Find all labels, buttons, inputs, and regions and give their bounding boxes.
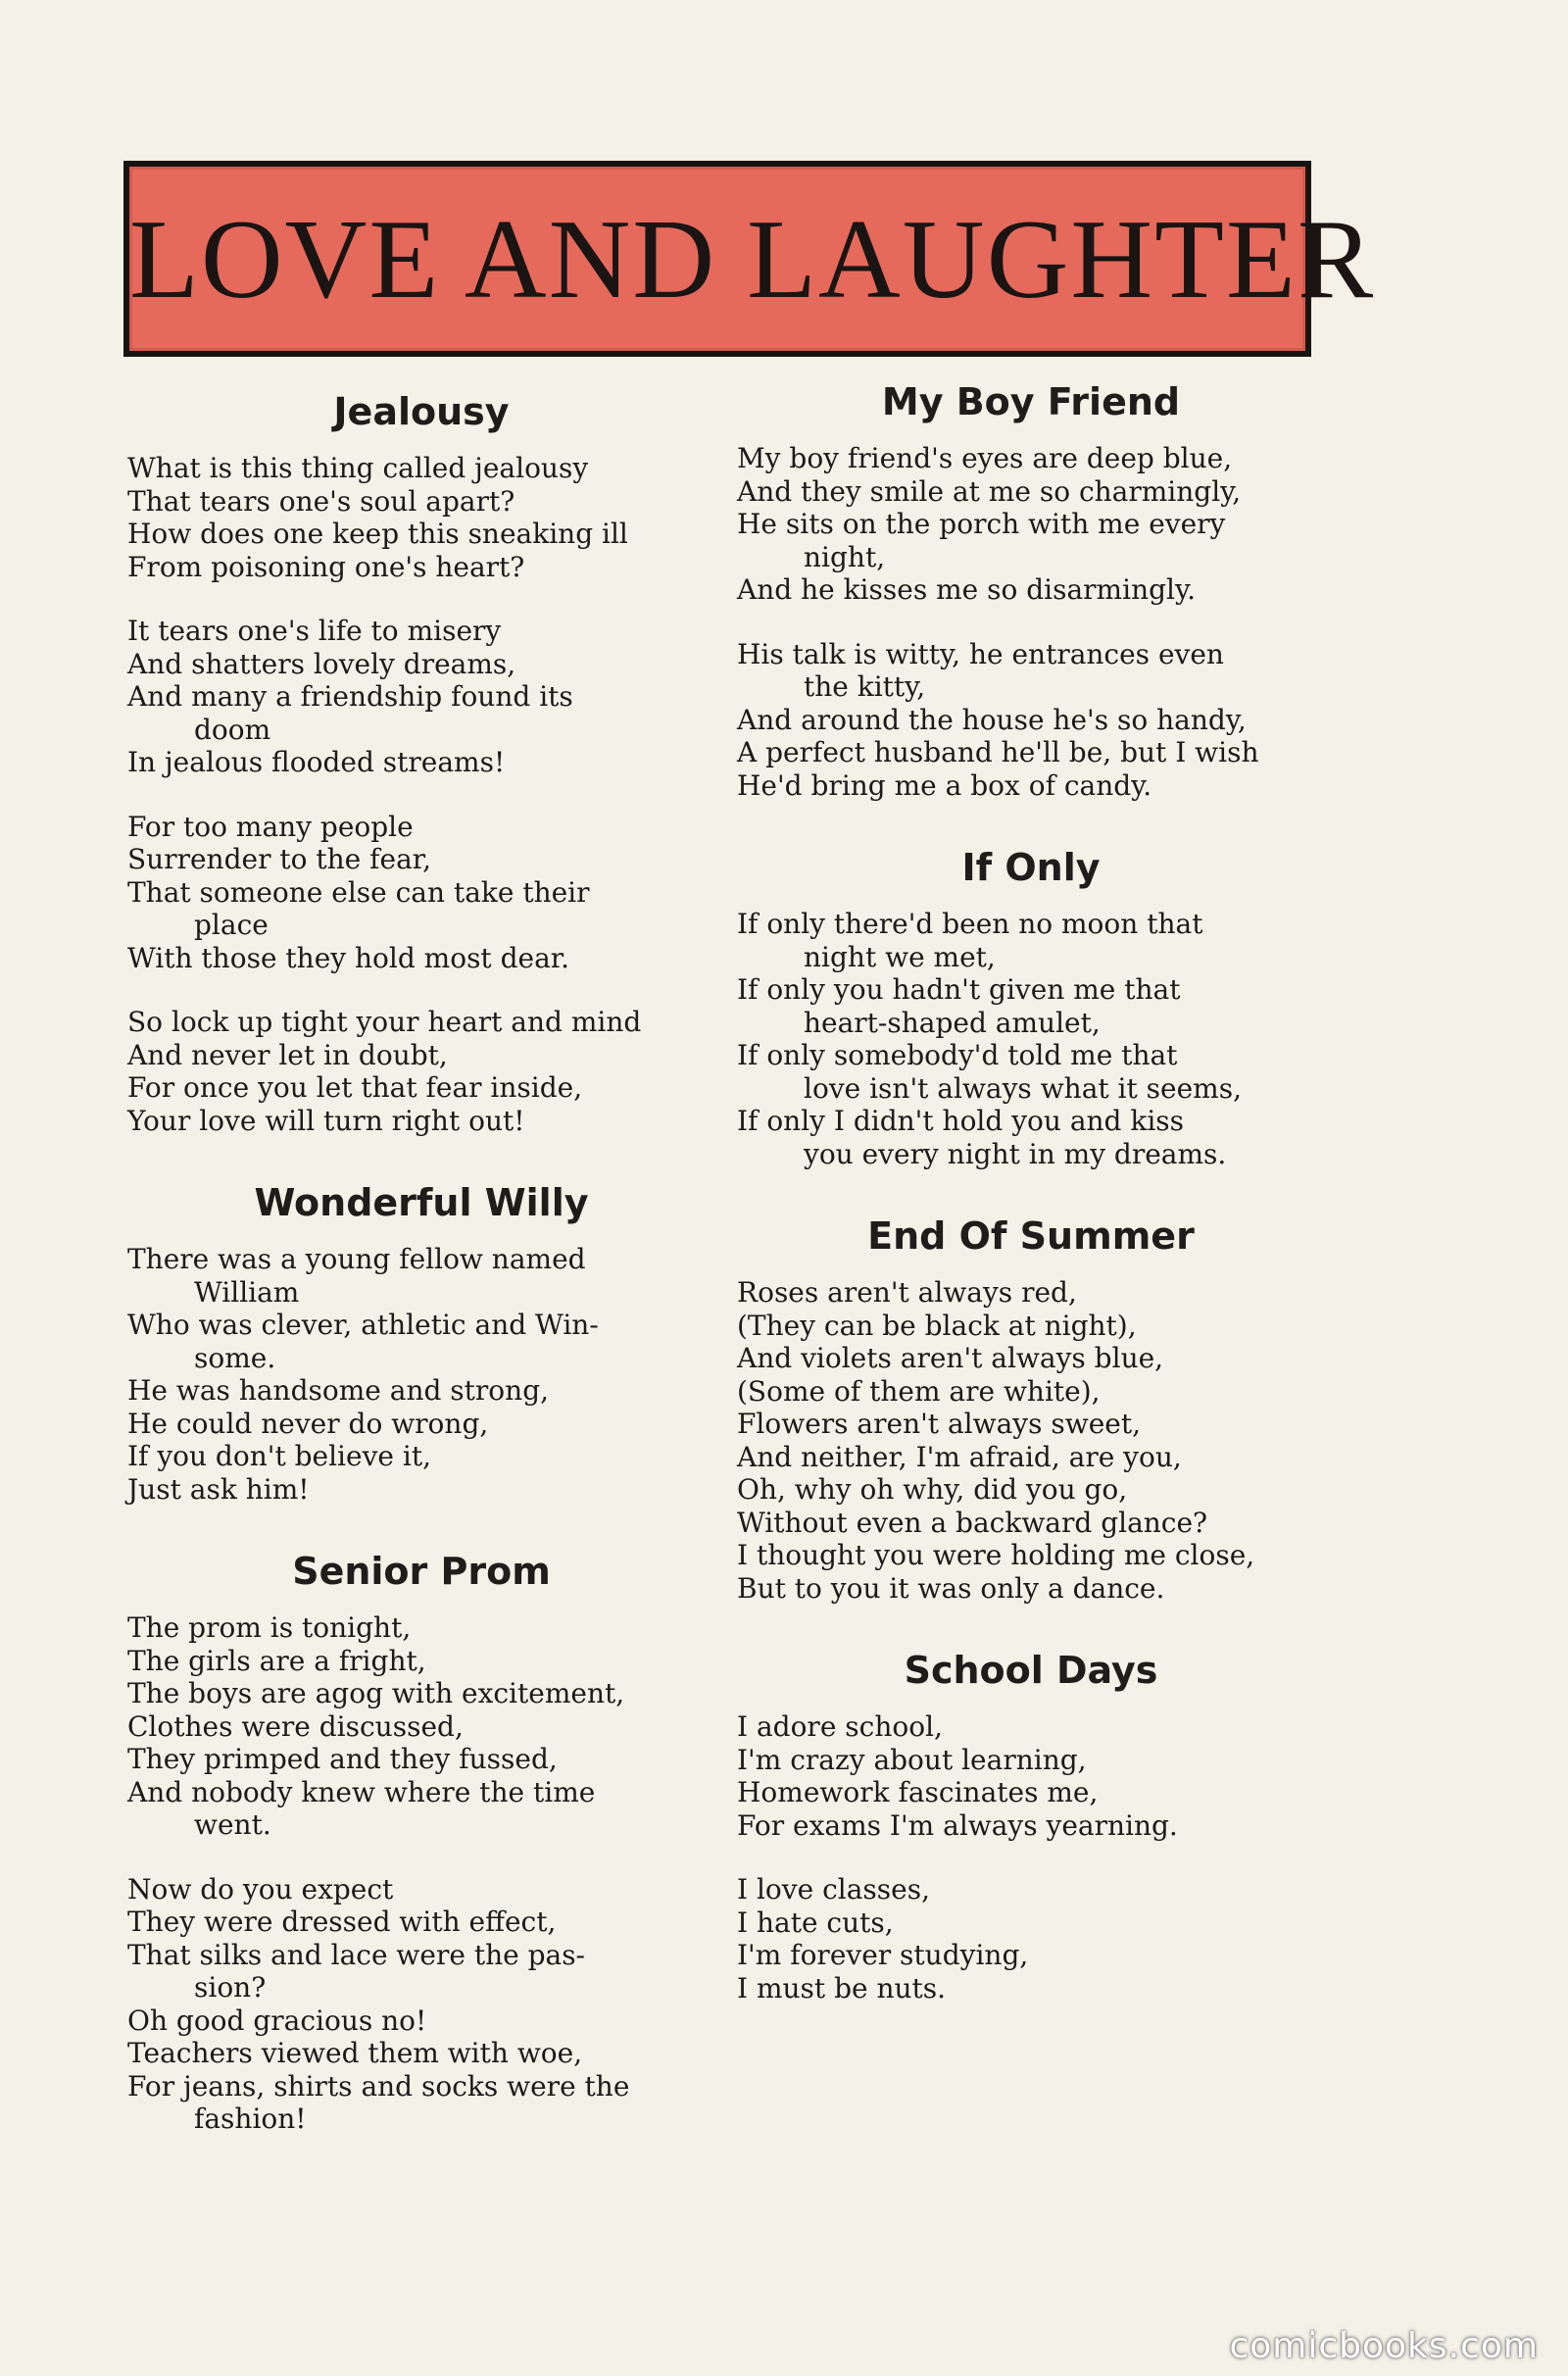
poem-line: So lock up tight your heart and mind bbox=[127, 1006, 642, 1038]
stanza bbox=[127, 1243, 715, 1506]
stanza bbox=[127, 615, 715, 779]
poem-line: And violets aren't always blue, bbox=[737, 1342, 1164, 1374]
poem-line: And many a friendship found its bbox=[127, 680, 573, 713]
stanza bbox=[127, 452, 715, 583]
poem-line: In jealous flooded streams! bbox=[127, 746, 506, 778]
poem-line: From poisoning one's heart? bbox=[127, 550, 525, 583]
poem-line: you every night in my dreams. bbox=[804, 1137, 1227, 1170]
poem-school-days bbox=[737, 1646, 1325, 2005]
poem-line: They primped and they fussed, bbox=[127, 1743, 558, 1775]
poem-line: If only there'd been no moon that bbox=[737, 908, 1203, 940]
poem-title: End Of Summer bbox=[867, 1214, 1195, 1258]
poem-line: Oh good gracious no! bbox=[127, 2004, 427, 2037]
poem-line: With those they hold most dear. bbox=[127, 941, 569, 974]
poem-line: Clothes were discussed, bbox=[127, 1709, 464, 1743]
poem-line: The boys are agog with excitement, bbox=[127, 1677, 625, 1709]
poem-line: night, bbox=[804, 540, 886, 573]
poem-line: went. bbox=[194, 1808, 271, 1841]
stanza bbox=[737, 908, 1325, 1170]
poem-line: Surrender to the fear, bbox=[127, 843, 431, 875]
poem-line: fashion! bbox=[194, 2103, 307, 2135]
stanza bbox=[737, 1710, 1325, 1842]
poem-line: (They can be black at night), bbox=[737, 1309, 1137, 1342]
poem-line: If only somebody'd told me that bbox=[737, 1039, 1178, 1071]
watermark: comicbooks.com bbox=[1229, 2326, 1539, 2366]
poem-end-of-summer bbox=[737, 1212, 1325, 1605]
poem-line: That someone else can take their bbox=[127, 875, 590, 909]
poem-title: My Boy Friend bbox=[881, 380, 1181, 423]
poem-line: And never let in doubt, bbox=[127, 1038, 448, 1071]
poem-line: But to you it was only a dance. bbox=[737, 1571, 1165, 1605]
poem-line: How does one keep this sneaking ill bbox=[127, 518, 628, 550]
poem-line: night we met, bbox=[804, 940, 996, 973]
poem-line: A perfect husband he'll be, but I wish bbox=[737, 736, 1259, 768]
stanza bbox=[127, 1873, 715, 2136]
poem-my-boy-friend bbox=[737, 377, 1325, 802]
stanza bbox=[127, 1006, 715, 1137]
stanza bbox=[737, 1276, 1325, 1605]
poem-line: That tears one's soul apart? bbox=[127, 484, 515, 518]
poem-title: Wonderful Willy bbox=[254, 1181, 589, 1224]
poem-line: They were dressed with effect, bbox=[127, 1906, 557, 1938]
poem-wonderful-willy bbox=[127, 1178, 715, 1506]
poem-line: heart-shaped amulet, bbox=[804, 1006, 1101, 1039]
poem-line: There was a young fellow named bbox=[127, 1243, 586, 1275]
poem-jealousy bbox=[127, 387, 715, 1137]
poem-line: I thought you were holding me close, bbox=[737, 1539, 1255, 1571]
poem-line: And he kisses me so disarmingly. bbox=[737, 573, 1196, 606]
poem-line: I must be nuts. bbox=[737, 1971, 947, 2005]
poem-line: sion? bbox=[194, 1971, 267, 2004]
poem-line: He was handsome and strong, bbox=[127, 1374, 550, 1407]
poem-line: I love classes, bbox=[737, 1873, 930, 1906]
poem-line: He'd bring me a box of candy. bbox=[737, 768, 1152, 802]
poem-senior-prom bbox=[127, 1547, 715, 2136]
poem-line: If you don't believe it, bbox=[127, 1440, 431, 1472]
poem-line: And around the house he's so handy, bbox=[737, 703, 1247, 736]
poem-line: For jeans, shirts and socks were the bbox=[127, 2069, 630, 2103]
poem-line: Just ask him! bbox=[127, 1472, 310, 1506]
poem-line: Flowers aren't always sweet, bbox=[737, 1408, 1141, 1440]
poem-line: Teachers viewed them with woe, bbox=[127, 2037, 583, 2069]
poem-line: The girls are a fright, bbox=[127, 1644, 426, 1677]
poem-line: That silks and lace were the pas- bbox=[127, 1938, 586, 1971]
poem-line: Oh, why oh why, did you go, bbox=[737, 1473, 1128, 1506]
poem-line: If only I didn't hold you and kiss bbox=[737, 1105, 1185, 1137]
poem-line: place bbox=[194, 909, 269, 941]
poem-title: If Only bbox=[961, 846, 1101, 889]
poem-line: some. bbox=[194, 1341, 276, 1374]
poem-line: Who was clever, athletic and Win- bbox=[127, 1309, 599, 1341]
stanza bbox=[737, 442, 1325, 607]
poem-line: (Some of them are white), bbox=[737, 1374, 1101, 1408]
poem-line: And nobody knew where the time bbox=[127, 1775, 596, 1808]
poem-line: If only you hadn't given me that bbox=[737, 973, 1181, 1006]
poem-line: He sits on the porch with me every bbox=[737, 508, 1226, 540]
poem-line: Without even a backward glance? bbox=[737, 1506, 1208, 1539]
poem-title: Jealousy bbox=[333, 390, 510, 433]
poem-line: I adore school, bbox=[737, 1710, 943, 1743]
poem-line: the kitty, bbox=[804, 670, 926, 703]
poem-line: My boy friend's eyes are deep blue, bbox=[737, 442, 1233, 474]
poem-line: William bbox=[194, 1275, 300, 1309]
stanza bbox=[127, 811, 715, 975]
poem-line: For exams I'm always yearning. bbox=[737, 1808, 1178, 1842]
poem-line: Now do you expect bbox=[127, 1872, 394, 1906]
poem-line: For too many people bbox=[127, 810, 414, 843]
poem-line: Roses aren't always red, bbox=[737, 1276, 1077, 1309]
title-banner bbox=[123, 161, 1376, 357]
poem-title: School Days bbox=[904, 1649, 1158, 1692]
poem-line: The prom is tonight, bbox=[127, 1611, 412, 1644]
poem-line: I'm forever studying, bbox=[737, 1939, 1029, 1971]
poem-line: doom bbox=[194, 713, 271, 746]
poem-line: Homework fascinates me, bbox=[737, 1776, 1099, 1808]
poem-line: Your love will turn right out! bbox=[127, 1104, 525, 1137]
poem-line: It tears one's life to misery bbox=[127, 615, 502, 647]
poem-line: I hate cuts, bbox=[737, 1906, 894, 1939]
stanza bbox=[127, 1611, 715, 1842]
poem-line: What is this thing called jealousy bbox=[127, 452, 589, 484]
poem-line: For once you let that fear inside, bbox=[127, 1071, 583, 1104]
left-column bbox=[127, 387, 715, 2177]
poem-line: And they smile at me so charmingly, bbox=[737, 474, 1242, 508]
stanza bbox=[737, 1873, 1325, 2005]
poem-title: Senior Prom bbox=[292, 1550, 551, 1593]
poem-line: He could never do wrong, bbox=[127, 1407, 489, 1440]
page-title: LOVE AND LAUGHTER bbox=[129, 197, 1376, 322]
right-column bbox=[737, 377, 1325, 2046]
stanza bbox=[737, 638, 1325, 803]
poem-line: love isn't always what it seems, bbox=[804, 1071, 1242, 1105]
poem-line: And neither, I'm afraid, are you, bbox=[737, 1440, 1182, 1473]
poem-line: I'm crazy about learning, bbox=[737, 1743, 1087, 1776]
poem-if-only bbox=[737, 843, 1325, 1170]
poem-line: His talk is witty, he entrances even bbox=[737, 637, 1224, 670]
poem-line: And shatters lovely dreams, bbox=[127, 647, 516, 680]
